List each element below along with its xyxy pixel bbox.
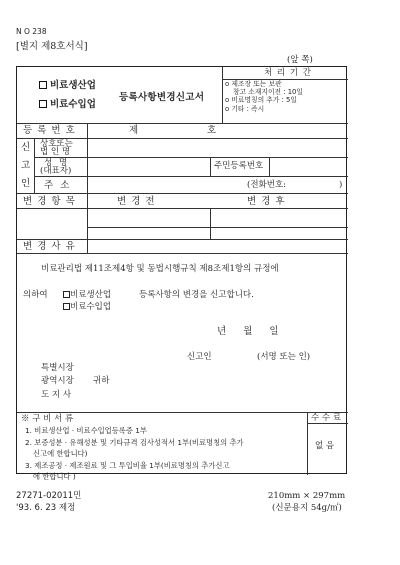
- checkbox[interactable]: [39, 100, 47, 108]
- after-label: 변 경 후: [247, 196, 286, 207]
- reason-field[interactable]: [89, 240, 347, 252]
- before-field[interactable]: [89, 209, 209, 238]
- before-label: 변 경 전: [117, 196, 156, 207]
- processing-item: o 제조장 또는 보관: [225, 80, 282, 88]
- documents-title: ※ 구 비 서 류: [21, 414, 74, 424]
- processing-period-label: 처 리 기 간: [264, 68, 312, 78]
- document-title: 등록사항변경신고서: [119, 92, 205, 103]
- recipient: 광역시장: [41, 376, 74, 386]
- change-item-label: 변 경 항 목: [23, 196, 76, 207]
- name-label: (대표자): [40, 166, 72, 176]
- applicant-side-char: 신: [21, 142, 31, 153]
- option-fertilizer-import[interactable]: 비료수입업: [39, 100, 96, 110]
- recipient: 도 지 사: [41, 390, 72, 400]
- change-item-field[interactable]: [18, 209, 86, 238]
- reg-no-suffix: 호: [207, 125, 217, 136]
- checkbox[interactable]: [63, 303, 70, 310]
- resident-no-field[interactable]: [271, 158, 347, 175]
- reg-no-label: 등 록 번 호: [23, 125, 76, 136]
- applicant-side-char: 인: [21, 178, 31, 189]
- reg-no-field[interactable]: [142, 124, 202, 137]
- statement-line: 비료관리법 제11조제4항 및 동법시행규칙 제8조제1항의 규정에: [41, 264, 279, 274]
- company-label: 상호또는: [40, 139, 73, 149]
- address-label: 주 소: [44, 180, 72, 191]
- after-field[interactable]: [212, 209, 347, 238]
- document-item: 신고에 한합니다): [33, 449, 88, 458]
- address-field[interactable]: [89, 177, 239, 192]
- statement-option-production[interactable]: 비료생산업: [63, 291, 111, 300]
- reg-no-prefix: 제: [129, 125, 139, 136]
- reason-label: 변 경 사 유: [23, 241, 76, 252]
- company-label: 법 인 명: [40, 147, 71, 157]
- form-number: N O 238: [16, 27, 47, 36]
- applicant-side-char: 고: [21, 160, 31, 171]
- recipient: 특별시장: [41, 363, 74, 373]
- form-table: [16, 66, 347, 481]
- paper-type: (신문용지 54g/㎡): [272, 503, 342, 513]
- checkbox[interactable]: [63, 291, 70, 298]
- signer-label: 신고인: [187, 352, 212, 362]
- document-item: 에 한합니다 ): [33, 472, 76, 481]
- document-item: 2. 보증성분 · 유해성분 및 기타규격 검사성적서 1부(비료명칭의 추가: [25, 438, 244, 447]
- footer-date: '93. 6. 23 제정: [16, 503, 76, 513]
- statement-prefix: 의하여: [23, 290, 48, 300]
- company-field[interactable]: [89, 139, 347, 156]
- option-fertilizer-production[interactable]: 비료생산업: [39, 81, 96, 91]
- paper-size: 210mm × 297mm: [268, 491, 346, 501]
- sign-note: (서명 또는 인): [257, 352, 311, 362]
- page-side-label: (앞 쪽): [287, 55, 313, 65]
- name-field[interactable]: [89, 158, 209, 175]
- fee-label: 수 수 료: [311, 413, 342, 423]
- phone-label-end: ): [339, 180, 343, 190]
- date-line: 년 월 일: [217, 326, 279, 337]
- processing-item: 창고 소재지이전 : 10일: [233, 88, 303, 96]
- document-item: 1. 비료생산업 · 비료수입업등록증 1부: [25, 426, 147, 435]
- honorific: 귀하: [93, 376, 110, 386]
- processing-item: o 기타 : 즉시: [225, 105, 265, 113]
- resident-no-label: 주민등록번호: [214, 161, 264, 171]
- checkbox[interactable]: [39, 81, 47, 89]
- phone-label: (전화번호:: [247, 180, 287, 190]
- document-item: 3. 제조공정 · 제조원료 및 그 투입비율 1부(비료명칭의 추가신고: [25, 461, 230, 470]
- statement-text: 등록사항의 변경을 신고합니다.: [139, 290, 254, 300]
- form-reference: [별지 제8호서식]: [16, 41, 88, 52]
- name-label: 성 명: [44, 158, 70, 168]
- fee-value: 없 음: [315, 441, 335, 451]
- footer-code: 27271-02011민: [16, 491, 82, 501]
- processing-item: o 비료명칭의 추가 : 5일: [225, 96, 297, 104]
- statement-option-import[interactable]: 비료수입업: [63, 303, 111, 312]
